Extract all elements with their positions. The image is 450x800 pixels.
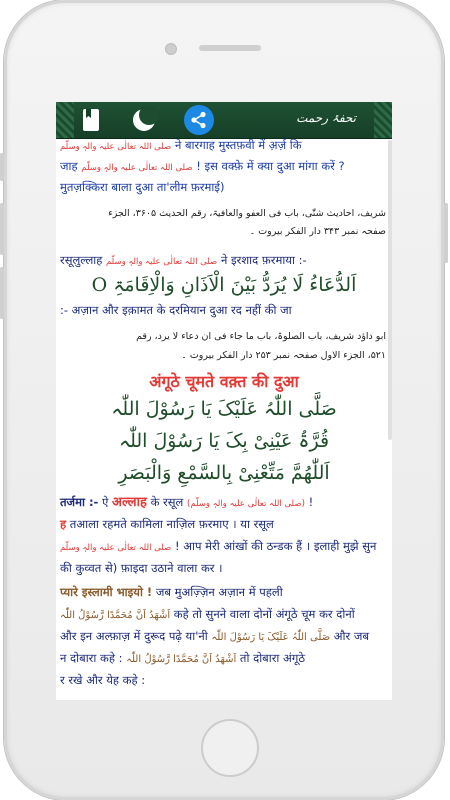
moon-icon (131, 106, 159, 134)
translation-line-4: की कुव्वत से) फ़ाइदा उठाने वाला कर । (60, 561, 223, 575)
text-line-5: :- अज़ान और इक़ामत के दरमियान दुआ रद नहीं की जा (60, 303, 292, 317)
power-button (444, 203, 448, 263)
bookmark-icon (83, 109, 99, 131)
text-line-3: मुतज़क्किरा बाला दुआ ता'लीम फ़रमाई) (60, 180, 225, 194)
arabic-hadith: اَلدُّعَاءُ لَا یُرَدُّ بَیْنَ الْاَذَانِ وَالْاِقَامَۃِ O (91, 274, 357, 296)
mute-switch (0, 153, 4, 181)
volume-up-button (0, 203, 4, 255)
dua-line-2: قُرَّۃُ عَیْنِیْ بِکَ یَا رَسُوْلَ اللّٰہ (118, 430, 330, 452)
paragraph-line-5: र रखे और येह कहे : (60, 673, 146, 687)
toolbar-ornament-right (374, 102, 392, 138)
reference-2-line-1: ابو داؤد شریف، باب الصلوۃ، باب ما جاء فی ان دعاء لا یرد، رقم (136, 331, 386, 342)
app-title: تحفۂ رحمت (296, 111, 356, 125)
translation-line-3: صلی اللہ تعالٰی علیہ والہٖ وسلّم ! आप मेरी आंखों की ठन्डक हैं । इलाही मुझे सुन (60, 539, 377, 553)
share-icon (190, 111, 208, 129)
text-line-1: صلی اللہ تعالٰی علیہ والہٖ وسلّم ने बारगाह मुस्तफ़वी में अ़र्ज़ कि (60, 138, 302, 152)
text-line-4: रसूलुल्लाह صلی اللہ تعالٰی علیہ والہٖ وسلّم ने इरशाद फ़रमाया :- (60, 253, 307, 267)
text-line-2: जाह صلی اللہ تعالٰی علیہ والہٖ وسلّم ! इस वक्फ़े में क्या दुआ मांगा करें ? (60, 159, 345, 173)
dua-line-3: اَللّٰھُمَّ مَتِّعْنِیْ بِالسَّمْعِ وَالْبَصَرِ (118, 462, 330, 484)
toolbar-ornament-left (56, 102, 74, 138)
app-screen (56, 102, 392, 700)
translation-line-1: तर्जमा :- ऐ अल्लाह के रसूल (صلی اللہ تعالٰی علیہ والہٖ وسلّم) ! (60, 495, 314, 510)
share-button[interactable] (184, 105, 214, 135)
paragraph-line-1: प्यारे इस्लामी भाइयो ! जब मुअज़्ज़िन अज़ान में पहली (60, 585, 283, 599)
paragraph-line-2: اَشْھَدُ اَنَّ مُحَمَّدًا رَّسُوْلُ اللّٰہ कहे तो सुनने वाला दोनों अंगूठे चूम कर दोनों (60, 607, 355, 621)
earpiece (199, 45, 261, 51)
dua-line-1: صَلَّی اللّٰہُ عَلَیْکَ یَا رَسُوْلَ اللّٰہ (111, 398, 337, 420)
home-button[interactable] (201, 719, 259, 777)
paragraph-line-4: न दोबारा कहे : اَشْھَدُ اَنَّ مُحَمَّدًا رَّسُوْلُ اللّٰہ तो दोबारा अंगूठे (60, 651, 306, 665)
section-heading: अंगूठे चूमते वक़्त की दुआ (149, 372, 299, 391)
content-scrollbar[interactable] (388, 140, 392, 440)
bookmark-button[interactable] (76, 106, 106, 134)
front-camera (165, 43, 177, 55)
reference-1-line-1: شریف، احادیث شتّٰی، باب فی العفو والعافیۃ، رقم الحدیث ۳۶۰۵، الجزء (108, 208, 386, 219)
night-mode-button[interactable] (130, 106, 160, 134)
translation-line-2: ह तआला रहमते कामिला नाज़िल फ़रमाए । या रसूल (60, 517, 274, 531)
volume-down-button (0, 267, 4, 319)
app-toolbar (56, 102, 392, 139)
reference-2-line-2: ۵۲۱، الجزء الاول صفحہ نمبر ۲۵۳ دار الفکر بیروت ۔ (181, 350, 386, 361)
article-content[interactable] (56, 138, 392, 700)
reference-1-line-2: صفحہ نمبر ۳۴۳ دار الفکر بیروت ۔ (249, 226, 386, 237)
paragraph-line-3: और इन अल्फ़ाज़ में दुरूद पढ़े या'नी صَلَّی اللّٰہُ عَلَیْکَ یَا رَسُوْلَ اللّٰہ और जब (60, 629, 370, 643)
